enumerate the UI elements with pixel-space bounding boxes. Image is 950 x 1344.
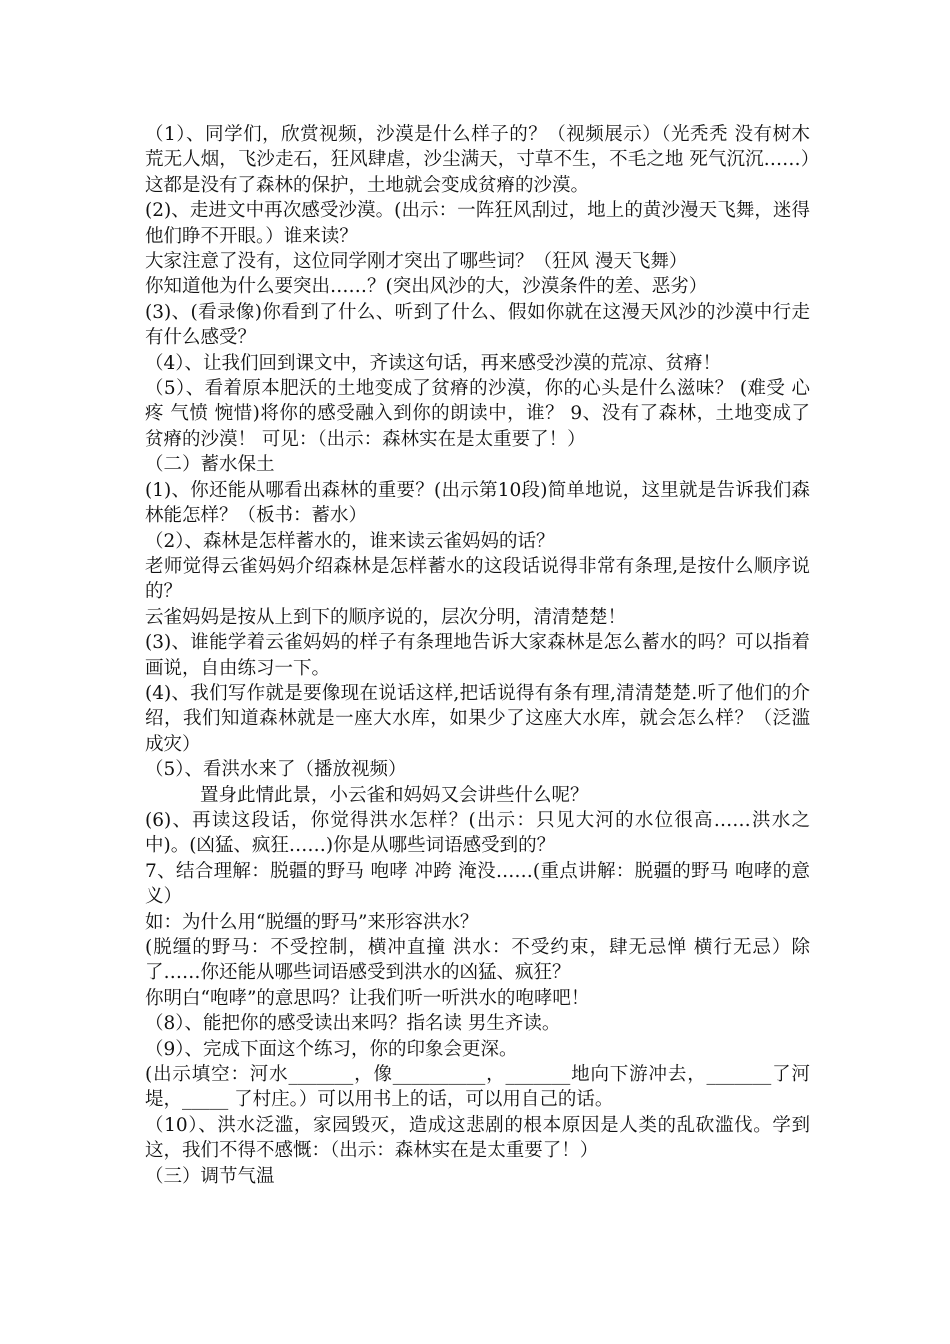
paragraph-17: (6)、再读这段话，你觉得洪水怎样？(出示：只见大河的水位很高……洪水之中)。(凶猛、疯狂……)你是从哪些词语感受到的？: [145, 809, 810, 857]
paragraph-12: 云雀妈妈是按从上到下的顺序说的，层次分明，清清楚楚！: [145, 606, 627, 628]
paragraph-5: (3)、(看录像)你看到了什么、听到了什么、假如你就在这漫天风沙的沙漠中行走有什么感受？: [145, 301, 810, 349]
paragraph-24: (出示填空：河水_______，像__________，_______地向下游冲去，_______了河堤，_____ 了村庄。）可以用书上的话，可以用自己的话。: [145, 1064, 810, 1111]
paragraph-13: (3)、谁能学着云雀妈妈的样子有条理地告诉大家森林是怎么蓄水的吗？可以指着画说，自由练习一下。: [145, 632, 810, 679]
paragraph-20: (脱缰的野马：不受控制，横冲直撞 洪水：不受约束，肆无忌惮 横行无忌）除了……你还能从哪些词语感受到洪水的凶猛、疯狂？: [145, 937, 810, 984]
section-heading-2: （二）蓄水保土: [145, 454, 275, 476]
paragraph-25: （10）、洪水泛滥，家园毁灭，造成这悲剧的根本原因是人类的乱砍滥伐。学到这，我们不得不感慨：（出示：森林实在是太重要了！）: [145, 1114, 810, 1162]
paragraph-14: (4)、我们写作就是要像现在说话这样,把话说得有条有理,清清楚楚.听了他们的介绍，我们知道森林就是一座大水库，如果少了这座大水库，就会怎么样？（泛滥成灾）: [145, 682, 810, 755]
document-body: [145, 122, 810, 1189]
paragraph-22: （8）、能把你的感受读出来吗？指名读 男生齐读。: [145, 1013, 561, 1035]
paragraph-9: (1)、你还能从哪看出森林的重要？(出示第10段)简单地说，这里就是告诉我们森林能怎样？（板书：蓄水）: [145, 479, 810, 527]
paragraph-2: (2)、走进文中再次感受沙漠。(出示：一阵狂风刮过，地上的黄沙漫天飞舞，迷得他们睁不开眼。）谁来读？: [145, 200, 810, 247]
paragraph-3: 大家注意了没有，这位同学刚才突出了哪些词？（狂风 漫天飞舞）: [145, 251, 688, 273]
paragraph-11: 老师觉得云雀妈妈介绍森林是怎样蓄水的这段话说得非常有条理,是按什么顺序说的？: [145, 555, 810, 603]
paragraph-21: 你明白“咆哮”的意思吗？让我们听一听洪水的咆哮吧！: [145, 987, 590, 1009]
paragraph-23: （9）、完成下面这个练习，你的印象会更深。: [145, 1038, 518, 1060]
paragraph-19: 如：为什么用“脱缰的野马”来形容洪水？: [145, 911, 479, 933]
section-heading-3: （三）调节气温: [145, 1165, 275, 1187]
paragraph-1: （1）、同学们，欣赏视频，沙漠是什么样子的？（视频展示）（光秃秃 没有树木 荒无人烟，飞沙走石，狂风肆虐，沙尘满天，寸草不生，不毛之地 死气沉沉……）这都是没有了森林的保护，土地就会变成贫瘠的沙漠。: [145, 124, 810, 196]
paragraph-7: （5）、看着原本肥沃的土地变成了贫瘠的沙漠，你的心头是什么滋味？ (难受 心疼 气愤 惋惜)将你的感受融入到你的朗读中，谁？ 9、没有了森林，土地变成了贫瘠的沙漠！ 可见：（出示：森林实在是太重要了！）: [145, 378, 810, 450]
paragraph-10: （2）、森林是怎样蓄水的，谁来读云雀妈妈的话？: [145, 530, 555, 552]
paragraph-15: （5）、看洪水来了（播放视频）: [145, 759, 407, 781]
paragraph-4: 你知道他为什么要突出……？(突出风沙的大，沙漠条件的差、恶劣）: [145, 276, 708, 298]
paragraph-6: （4）、让我们回到课文中，齐读这句话，再来感受沙漠的荒凉、贫瘠！: [145, 352, 722, 374]
paragraph-18: 7、结合理解：脱疆的野马 咆哮 冲跨 淹没……(重点讲解：脱疆的野马 咆哮的意义）: [145, 860, 810, 908]
paragraph-16: 置身此情此景，小云雀和妈妈又会讲些什么呢？: [200, 784, 589, 806]
